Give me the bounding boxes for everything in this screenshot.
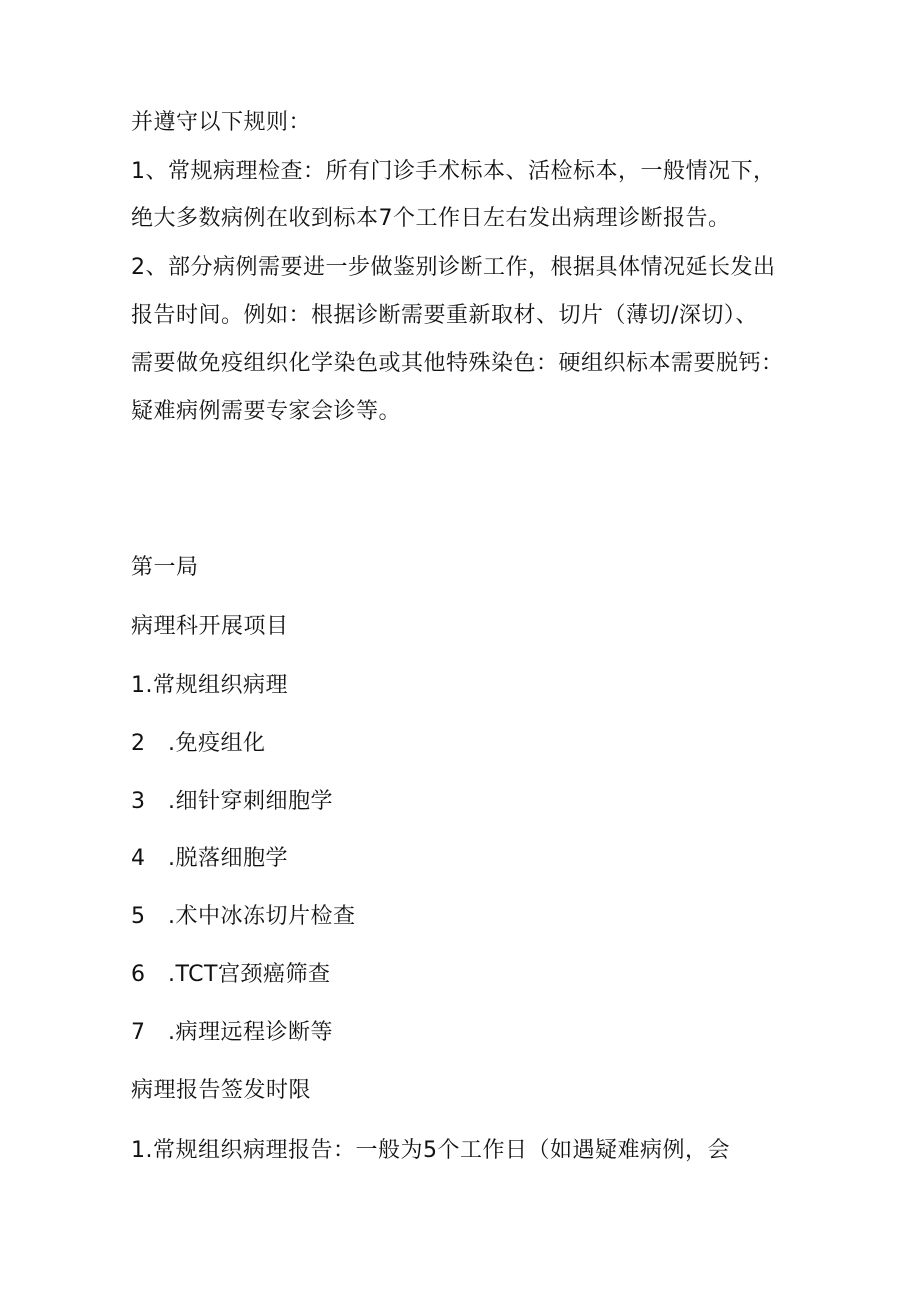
projects-title: 病理科开展项目 [131,614,289,639]
project-item: 1.常规组织病理 [131,673,288,698]
project-item: 4 .脱落细胞学 [131,846,288,871]
intro-line: 并遵守以下规则： [131,110,312,135]
project-item: 2 .免疫组化 [131,731,266,756]
project-item: 7 .病理远程诊断等 [131,1020,333,1045]
project-item: 5 .术中冰冻切片检查 [131,904,356,929]
intro-line: 需要做免疫组织化学染色或其他特殊染色：硬组织标本需要脱钙： [131,351,784,376]
intro-line: 2、部分病例需要进一步做鉴别诊断工作，根据具体情况延长发出 [131,255,776,280]
project-item: 3 .细针穿刺细胞学 [131,789,333,814]
intro-line: 疑难病例需要专家会诊等。 [131,399,402,424]
intro-line: 报告时间。例如：根据诊断需要重新取材、切片（薄切/深切）、 [131,303,758,328]
project-item: 6 .TCT宫颈癌筛查 [131,962,331,987]
intro-line: 1、常规病理检查：所有门诊手术标本、活检标本，一般情况下， [131,159,776,184]
time-limit-title: 病理报告签发时限 [131,1078,312,1103]
intro-line: 绝大多数病例在收到标本7个工作日左右发出病理诊断报告。 [131,206,731,231]
time-limit-item: 1.常规组织病理报告：一般为5个工作日（如遇疑难病例，会 [131,1138,730,1163]
chapter-heading: 第一局 [131,555,199,580]
